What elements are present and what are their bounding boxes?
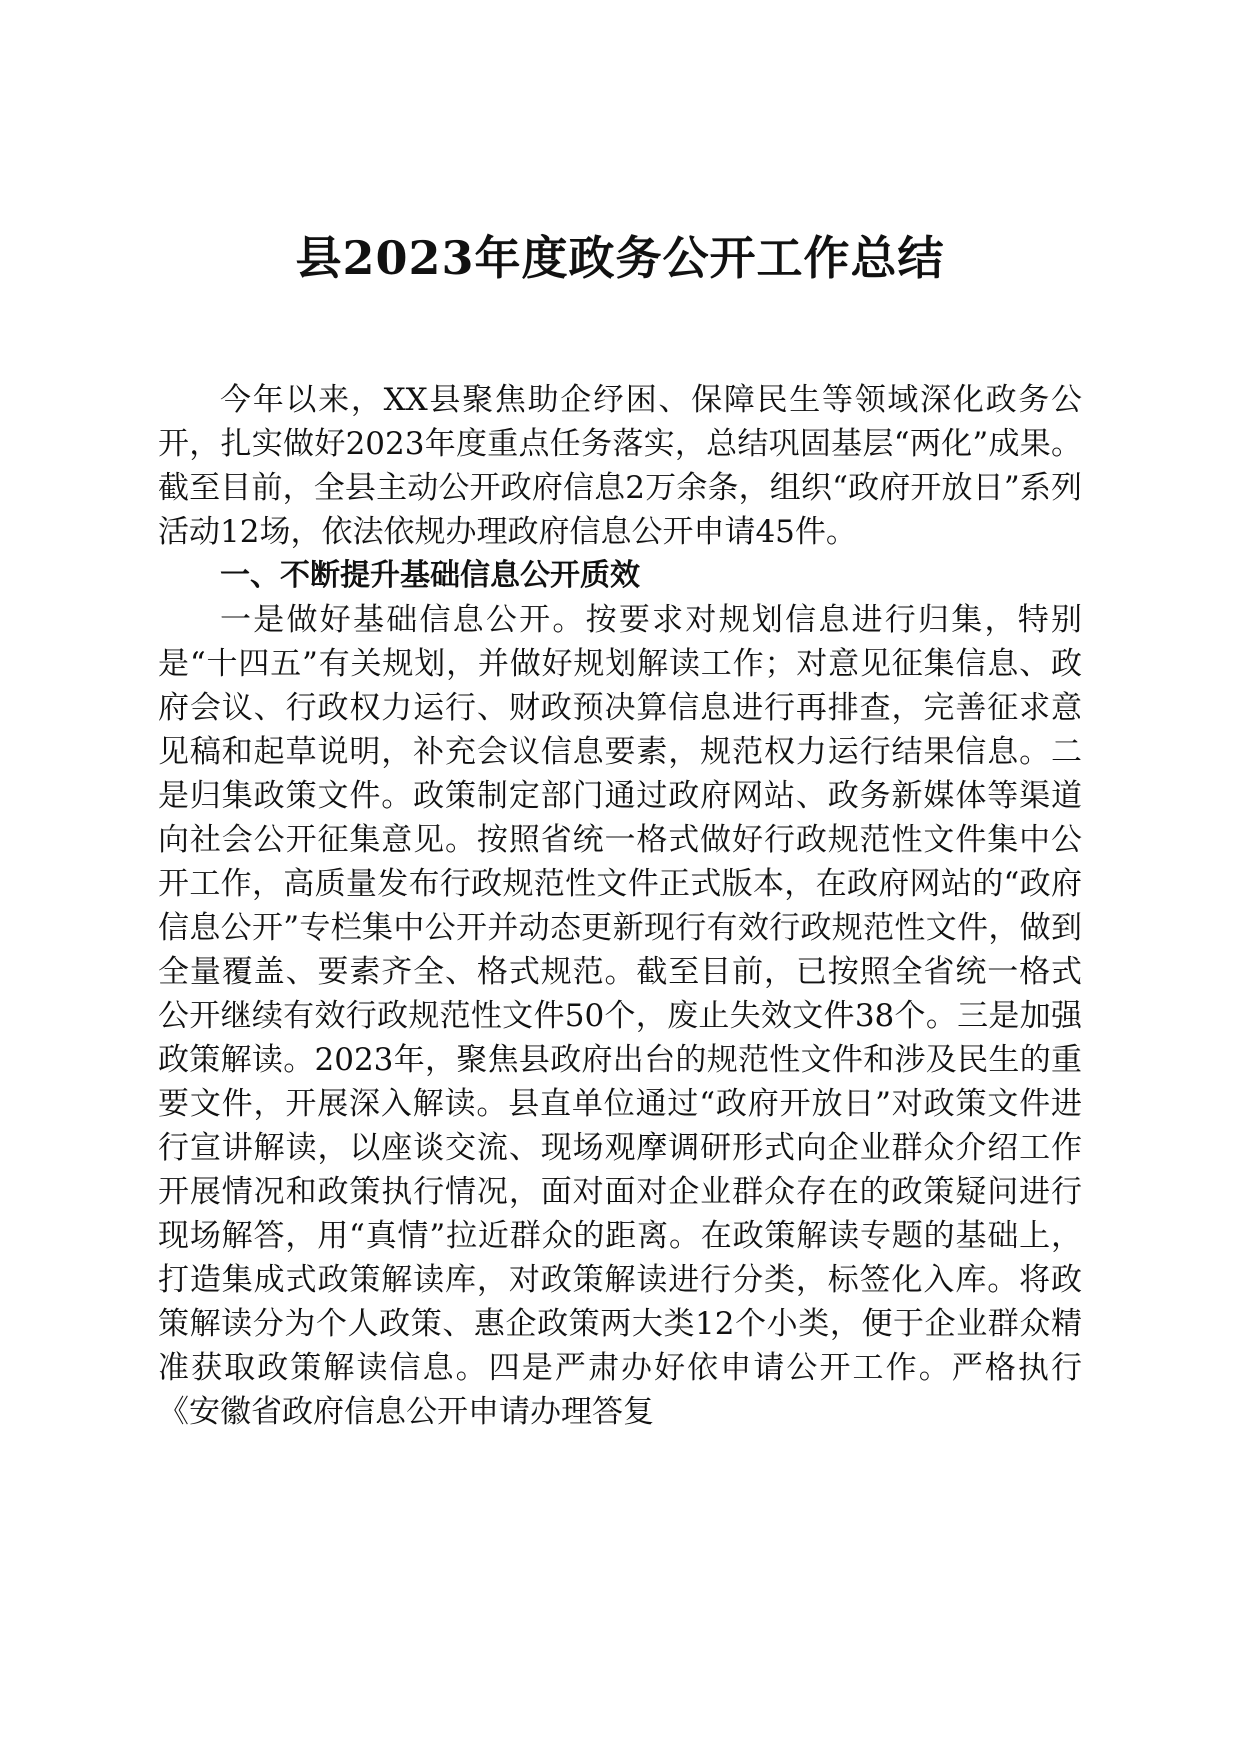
- section-paragraph: 一是做好基础信息公开。按要求对规划信息进行归集，特别是“十四五”有关规划，并做好规划解读工作；对意见征集信息、政府会议、行政权力运行、财政预决算信息进行再排查，完善征求意见稿和起草说明，补充会议信息要素，规范权力运行结果信息。二是归集政策文件。政策制定部门通过政府网站、政务新媒体等渠道向社会公开征集意见。按照省统一格式做好行政规范性文件集中公开工作，高质量发布行政规范性文件正式版本，在政府网站的“政府信息公开”专栏集中公开并动态更新现行有效行政规范性文件，做到全量覆盖、要素齐全、格式规范。截至目前，已按照全省统一格式公开继续有效行政规范性文件50个，废止失效文件38个。三是加强政策解读。2023年，聚焦县政府出台的规范性文件和涉及民生的重要文件，开展深入解读。县直单位通过“政府开放日”对政策文件进行宣讲解读，以座谈交流、现场观摩调研形式向企业群众介绍工作开展情况和政策执行情况，面对面对企业群众存在的政策疑问进行现场解答，用“真情”拉近群众的距离。在政策解读专题的基础上，打造集成式政策解读库，对政策解读进行分类，标签化入库。将政策解读分为个人政策、惠企政策两大类12个小类，便于企业群众精准获取政策解读信息。四是严肃办好依申请公开工作。严格执行《安徽省政府信息公开申请办理答复: [158, 602, 1082, 1430]
- document-body: [158, 378, 1082, 1434]
- section-heading: 一、不断提升基础信息公开质效: [220, 558, 640, 593]
- intro-paragraph: 今年以来，XX县聚焦助企纾困、保障民生等领域深化政务公开，扎实做好2023年度重点任务落实，总结巩固基层“两化”成果。截至目前，全县主动公开政府信息2万余条，组织“政府开放日”系列活动12场，依法依规办理政府信息公开申请45件。: [158, 382, 1082, 550]
- document-title: 县2023年度政务公开工作总结: [295, 231, 945, 285]
